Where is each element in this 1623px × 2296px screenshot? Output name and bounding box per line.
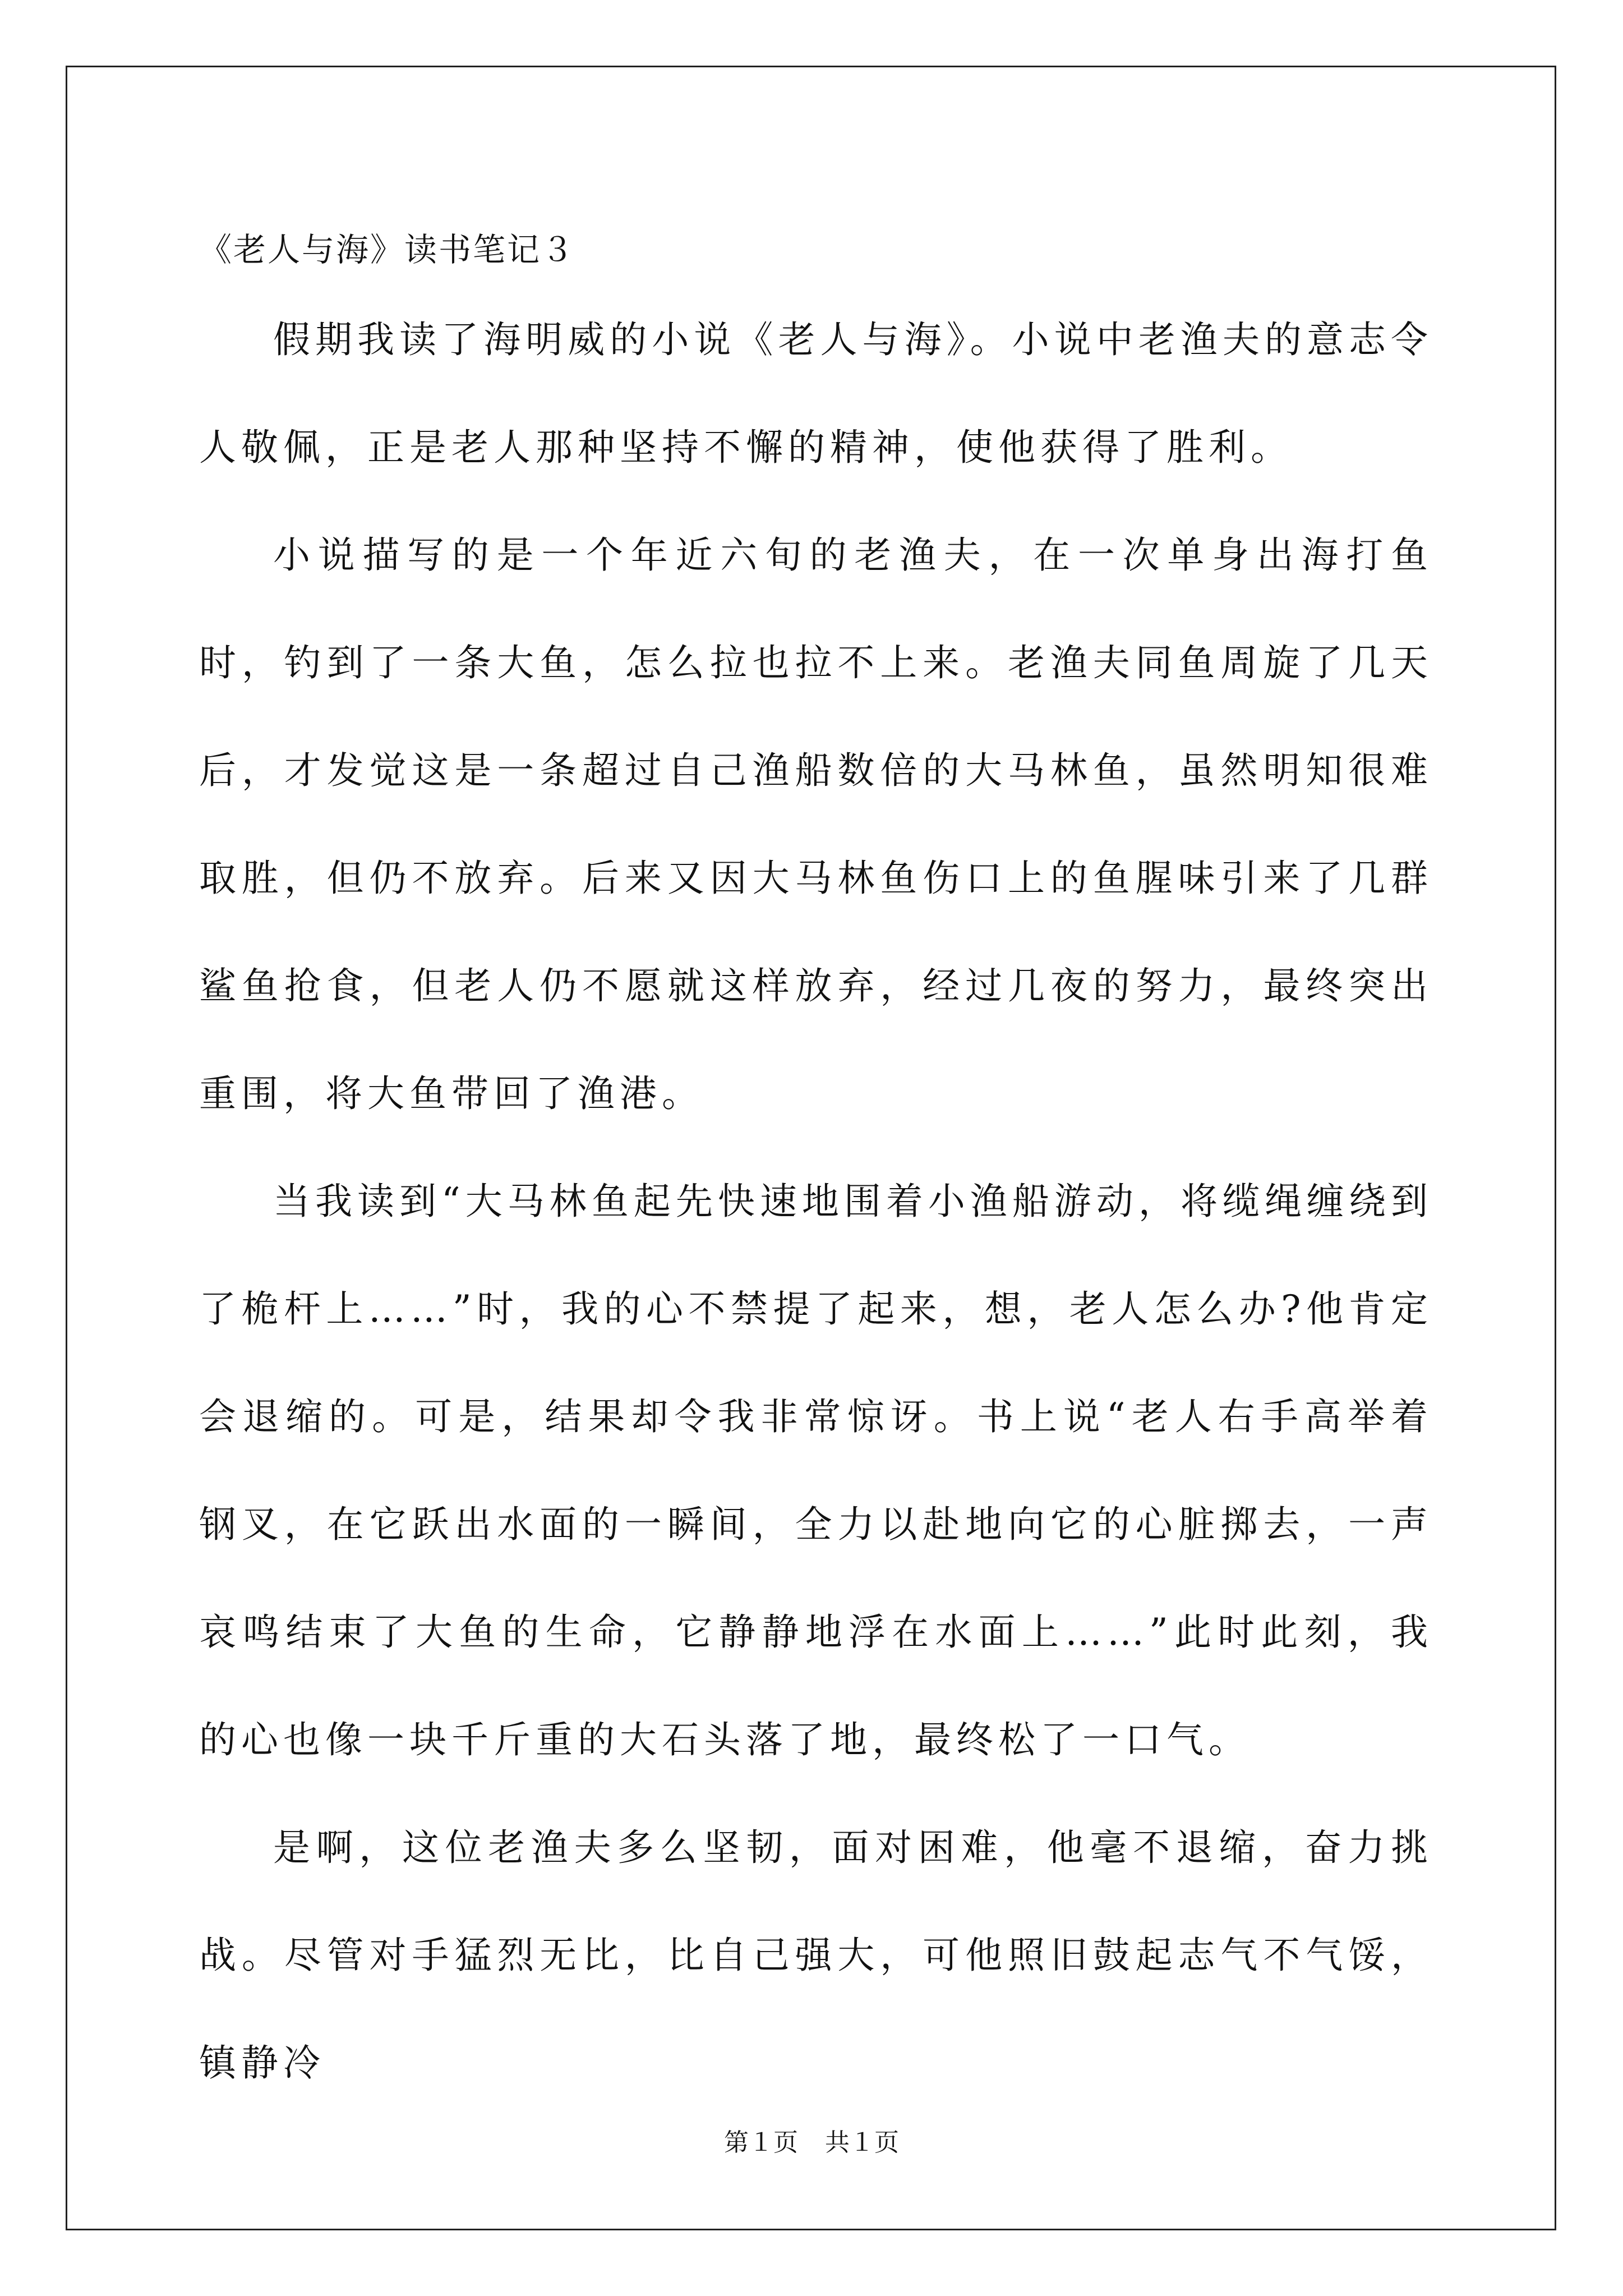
paragraph-1: 假期我读了海明威的小说《老人与海》。小说中老渔夫的意志令人敬佩，正是老人那种坚持不懈的精神，使他获得了胜利。 [199,318,1433,469]
page-number: 第１页 [724,2128,798,2157]
paragraph-4: 是啊，这位老渔夫多么坚韧，面对困难，他毫不退缩，奋力挑战。尽管对手猛烈无比，比自己强大，可他照旧鼓起志气不气馁，镇静冷 [199,1826,1433,2085]
document-body [199,213,1433,2117]
paragraph-3: 当我读到“大马林鱼起先快速地围着小渔船游动，将缆绳缠绕到了桅杆上……”时，我的心不禁提了起来，想，老人怎么办?他肯定会退缩的。可是，结果却令我非常惊讶。书上说“老人右手高举着钢叉，在它跃出水面的一瞬间，全力以赴地向它的心脏掷去，一声哀鸣结束了大鱼的生命，它静静地浮在水面上……”此时此刻，我的心也像一块千斤重的大石头落了地，最终松了一口气。 [199,1180,1433,1761]
paragraph-2: 小说描写的是一个年近六旬的老渔夫，在一次单身出海打鱼时，钓到了一条大鱼，怎么拉也拉不上来。老渔夫同鱼周旋了几天后，才发觉这是一条超过自己渔船数倍的大马林鱼，虽然明知很难取胜，但仍不放弃。后来又因大马林鱼伤口上的鱼腥味引来了几群鲨鱼抢食，但老人仍不愿就这样放弃，经过几夜的努力，最终突出重围，将大鱼带回了渔港。 [199,533,1433,1115]
page-total: 共１页 [825,2128,899,2157]
page-footer [0,2126,1623,2160]
document-title: 《老人与海》读书笔记３ [199,231,576,269]
